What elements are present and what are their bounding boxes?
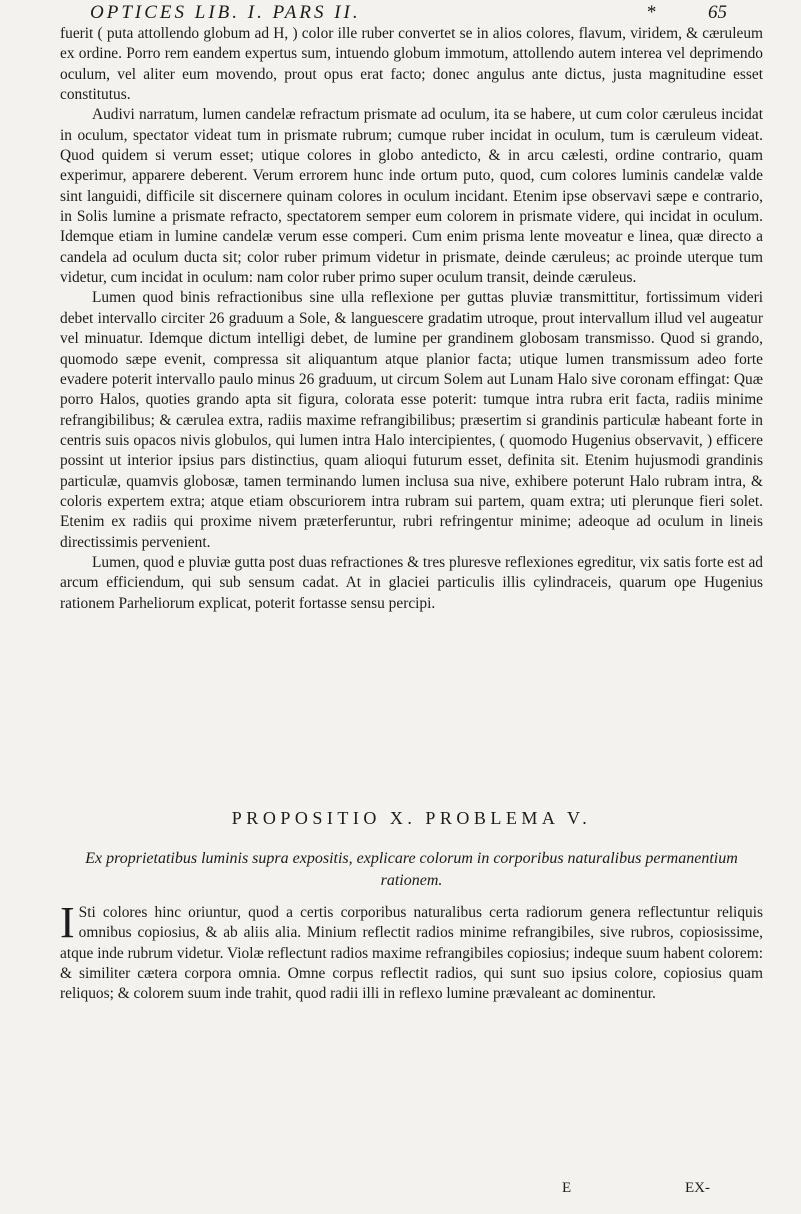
signature-mark: E <box>562 1180 572 1196</box>
paragraph-halo: Lumen quod binis refractionibus sine ulla reflexione per guttas pluviæ transmittitur, fortissimum videri debet intervallo circiter 26 graduum a Sole, & languescere gradatim utroque, prout intervallum illud vel augeatur vel minuatur. Idemque dictum intelligi debet, de lumine per grandinem globosam transmisso. Quod si grando, quomodo sæpe evenit, compressa sit aliquantum atque planior facta; utique lumen transmissum adeo forte evadere poterit intervallo paulo minus 26 graduum, ut circum Solem aut Lunam Halo sive coronam effingat: Quæ porro Halos, quoties grando apta sit figura, colorata esse poterit: tumque intra rubra erit facta, radiis minime refrangibilibus; & cærulea extra, radiis maxime refrangibilibus; præsertim si grandinis particulæ habeant forte in centris suis opacos nivis globulos, qui lumen intra Halo intercipientes, ( quomodo Hugenius observavit, ) efficere possint ut interior ipsius pars distinctius, quam alioqui futurum esset, definita sit. Etenim hujusmodi grandinis particulæ, quamvis globosæ, tamen terminando lumen inclusa sua nive, exhibere poterunt Halo rubram intra, & coloris expertem extra; atque etiam obscuriorem intra rubram sui partem, quam extra; uti plerunque fieri solet. Etenim ex radiis qui proxime nivem præterferuntur, rubri refringentur minime; adeoque ad oculum in lineis directissimis pervenient. <box>60 289 763 551</box>
paragraph-colores-text: Sti colores hinc oriuntur, quod a certis corporibus naturalibus certa radiorum genera reflectuntur reliquis omnibus copiosius, & ab aliis alia. Minium reflectit radios minime refrangibiles, sive rubros, copiosissime, atque inde rubrum videtur. Violæ reflectunt radios maxime refrangibiles copiosius; indeque suum habent colorem: & similiter cætera corpora omnia. Omne corpus reflectit radios, qui sunt suo ipsius colore, copiosius quam reliquos; & colorem suum inde trahit, quod radii illi in reflexo lumine prævaleant ac dominentur. <box>60 904 763 1003</box>
paragraph-candle: Audivi narratum, lumen candelæ refractum prismate ad oculum, ita se habere, ut cum color cæruleus incidat in oculum, spectator videat tum in prismate rubrum; cumque ruber incidat in oculum, tum is cæruleum videat. Quod quidem si verum esset; utique colores in globo antedicto, & in arcu cælesti, ordine contrario, quam experimur, apparere deberent. Verum errorem hunc inde ortum puto, quod, cum colores luminis candelæ valde sint languidi, difficile sit discernere quinam colores in oculum incidant. Etenim ipse observavi sæpe e contrario, in Solis lumine a prismate refracto, spectatorem semper eum colorem in prismate videre, qui incidat in oculum. Idemque etiam in lumine candelæ verum esse comperi. Cum enim prisma lente moveatur e linea, quæ directo a candela ad oculum ducta sit; color ruber primum videtur in prismate, deinde cæruleus; ac proinde uterque tum videtur, cum incidat in oculum: nam color ruber primo super oculum transit, deinde cæruleus. <box>60 106 763 287</box>
paragraph-continuation: fuerit ( puta attollendo globum ad H, ) color ille ruber convertet se in alios colores, flavum, viridem, & cæruleum ex ordine. Porro rem eandem expertus sum, intuendo globum immotum, attollendo autem interea vel deprimendo oculum, vel aliter eum movendo, prout opus erat facto; donec angulus ante dictus, justa magnitudine esset constitutus. <box>60 25 763 104</box>
catchword: EX- <box>685 1180 710 1196</box>
paragraph-colores <box>60 898 763 1005</box>
running-title: OPTICES LIB. I. PARS II. <box>90 2 361 23</box>
drop-cap: I <box>60 898 75 947</box>
page-number: 65 <box>708 2 727 23</box>
proposition-description: Ex proprietatibus luminis supra expositis, explicare colorum in corporibus naturalibus permanentium rationem. <box>85 850 738 889</box>
main-text <box>60 24 763 614</box>
paragraph-parhelia: Lumen, quod e pluviæ gutta post duas refractiones & tres pluresve reflexiones egreditur, vix satis forte est ad arcum efficiendum, qui sub sensum cadat. At in glaciei particulis illis cylindraceis, quarum ope Hugenius rationem Parheliorum explicat, poterit fortasse sensu percipi. <box>60 553 763 612</box>
proposition-heading: PROPOSITIO X. PROBLEMA V. <box>231 808 592 828</box>
proposition-text <box>60 898 763 1005</box>
running-header <box>60 2 760 26</box>
header-mark: * <box>646 2 656 23</box>
